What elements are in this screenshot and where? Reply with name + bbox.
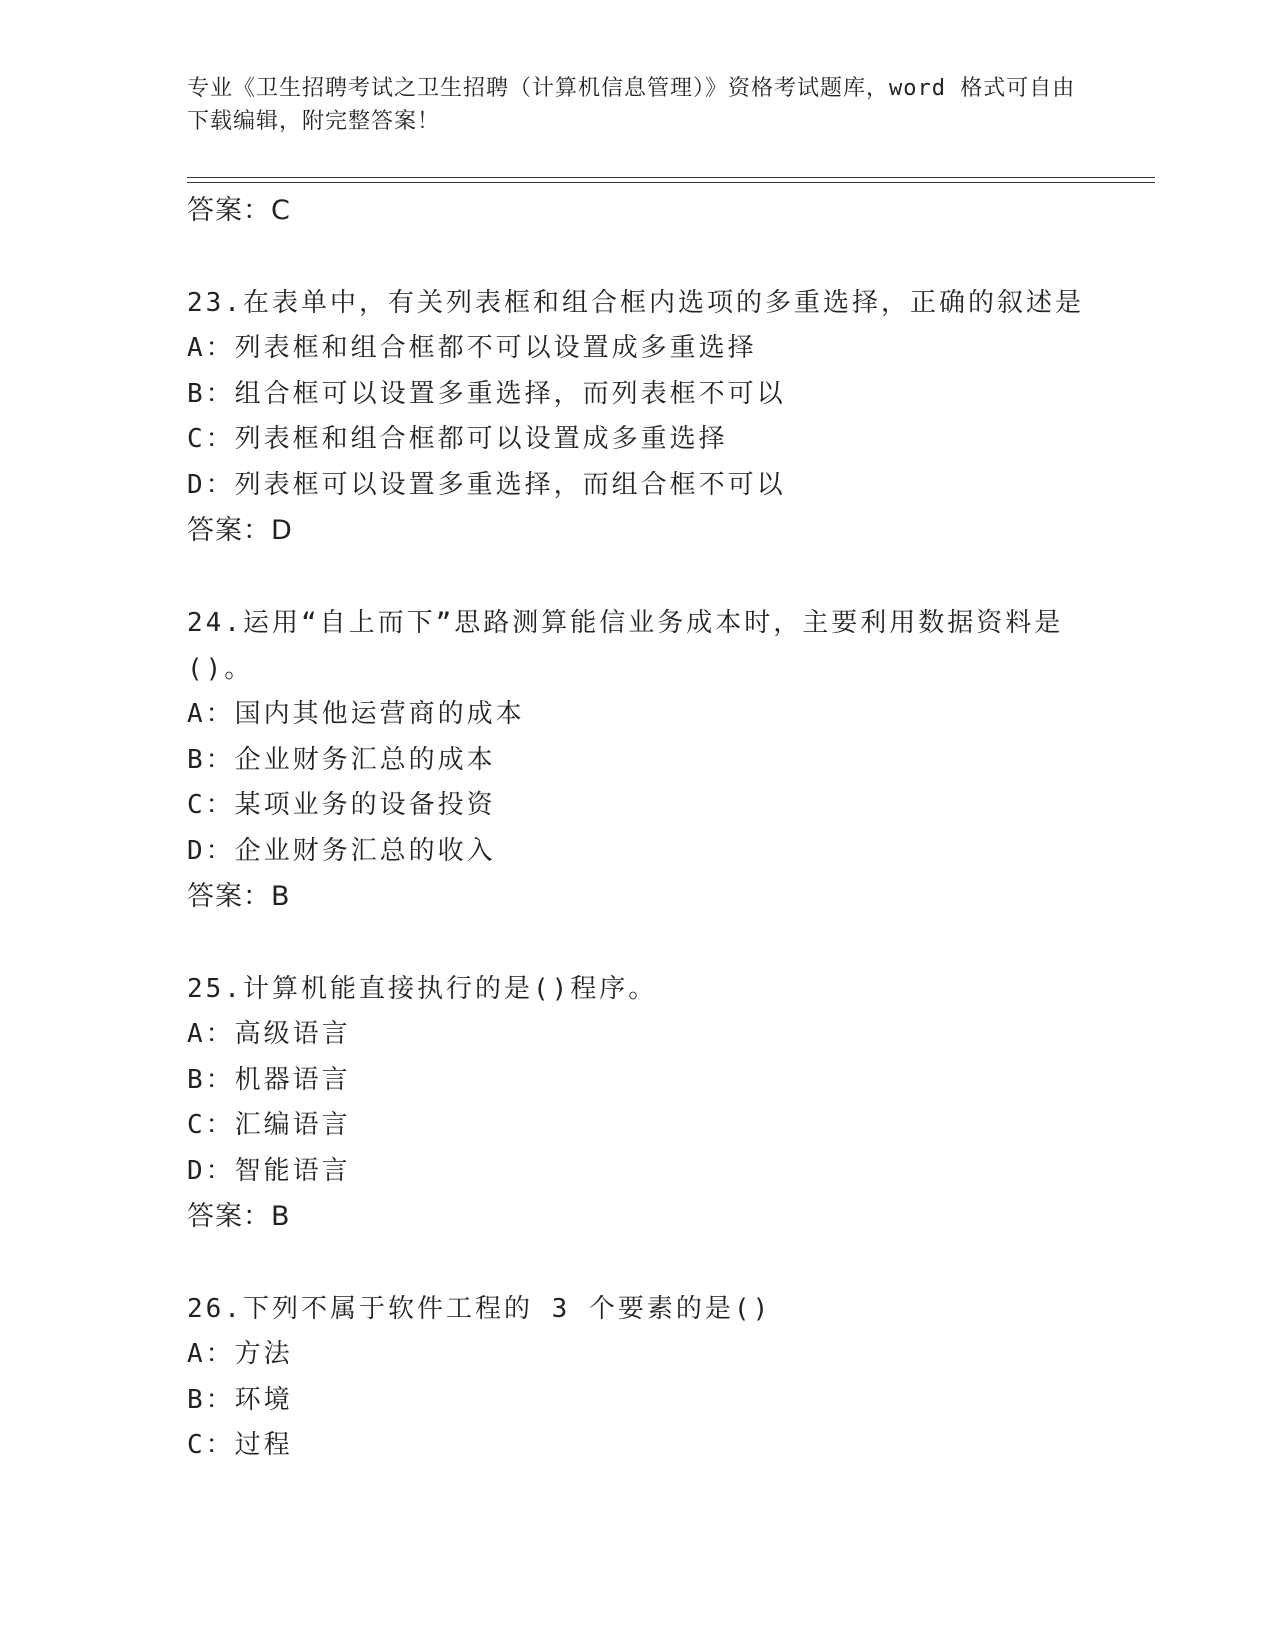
option-c: C：过程 [187, 1430, 293, 1460]
option-c: C：某项业务的设备投资 [187, 790, 496, 820]
option-c: C：汇编语言 [187, 1110, 351, 1140]
question-list [187, 188, 1087, 1469]
option-a: A：方法 [187, 1339, 293, 1369]
question-stem: 23.在表单中，有关列表框和组合框内选项的多重选择，正确的叙述是 [187, 288, 1084, 318]
question-stem: 26.下列不属于软件工程的 3 个要素的是() [187, 1294, 772, 1324]
question-23 [187, 280, 1087, 554]
page-header [187, 72, 1087, 138]
option-c: C：列表框和组合框都可以设置成多重选择 [187, 424, 728, 454]
option-b: B：企业财务汇总的成本 [187, 744, 496, 775]
option-d: D：智能语言 [187, 1155, 351, 1186]
header-double-rule [187, 177, 1155, 183]
question-25 [187, 966, 1087, 1240]
question-24 [187, 600, 1087, 920]
option-d: D：列表框可以设置多重选择，而组合框不可以 [187, 469, 786, 500]
question-stem: 25.计算机能直接执行的是()程序。 [187, 974, 658, 1004]
answer: 答案：D [187, 515, 293, 546]
question-stem: 24.运用“自上而下”思路测算能信业务成本时，主要利用数据资料是()。 [187, 608, 1064, 684]
option-b: B：环境 [187, 1384, 293, 1415]
question-26 [187, 1286, 1087, 1469]
header-text: 专业《卫生招聘考试之卫生招聘（计算机信息管理）》资格考试题库，word 格式可自由下载编辑，附完整答案！ [187, 76, 1076, 134]
option-b: B：机器语言 [187, 1064, 351, 1095]
previous-answer: 答案：C [187, 195, 291, 226]
option-a: A：高级语言 [187, 1019, 351, 1049]
option-a: A：列表框和组合框都不可以设置成多重选择 [187, 333, 757, 363]
option-d: D：企业财务汇总的收入 [187, 835, 496, 866]
option-a: A：国内其他运营商的成本 [187, 699, 525, 729]
answer: 答案：B [187, 881, 291, 912]
option-b: B：组合框可以设置多重选择，而列表框不可以 [187, 378, 786, 409]
answer: 答案：B [187, 1201, 291, 1232]
